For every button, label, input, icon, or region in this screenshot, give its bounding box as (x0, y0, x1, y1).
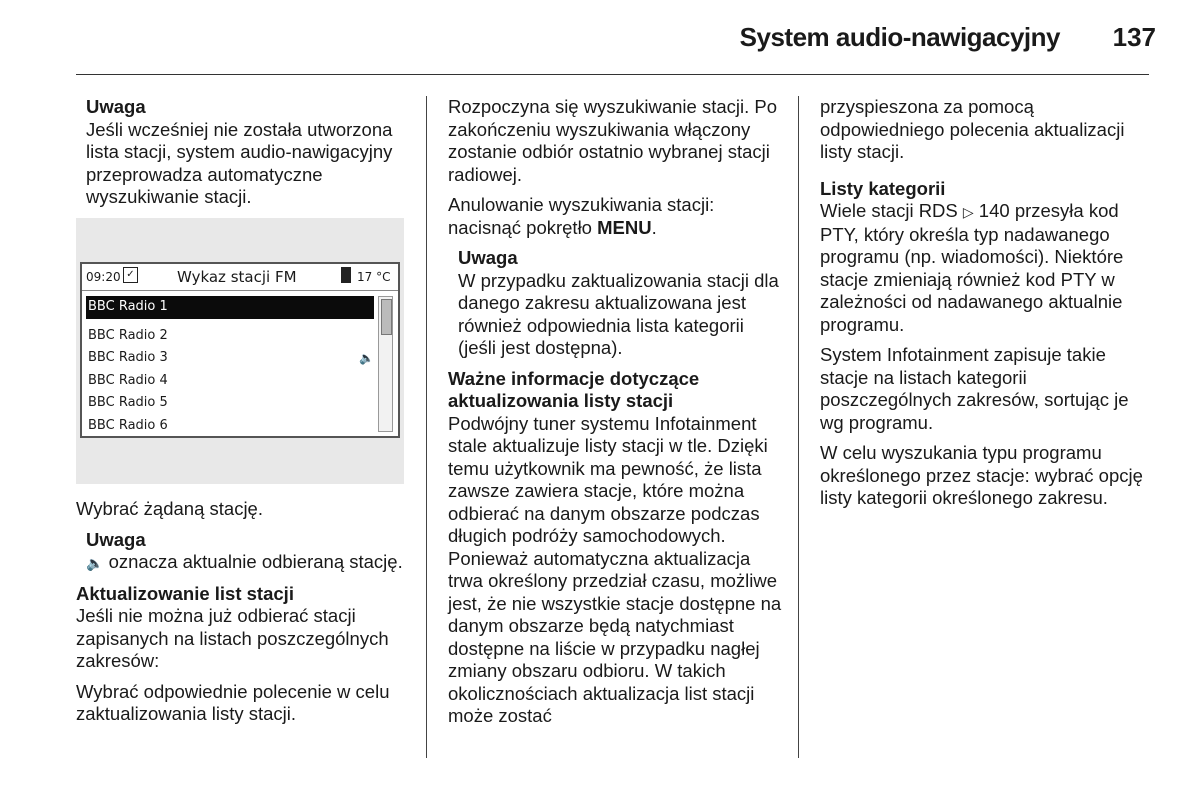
running-header-title: System audio-nawigacyjny (739, 22, 1060, 52)
note-label: Uwaga (86, 528, 146, 550)
note-label: Uwaga (86, 96, 146, 117)
paragraph: Anulowanie wyszukiwania stacji: nacisnąć pokrętło MENU. (448, 194, 715, 238)
note-text: 🔈 oznacza aktualnie odbieraną stację. (86, 551, 403, 572)
note-label: Uwaga (458, 247, 518, 268)
station-item[interactable]: BBC Radio 5 (88, 395, 168, 411)
thermometer-icon (341, 267, 351, 283)
speaker-icon: 🔈 (86, 555, 104, 571)
column-2 (448, 96, 783, 736)
paragraph: Rozpoczyna się wyszukiwanie stacji. Po zakończeniu wyszukiwania włączony zostanie odbiór ostatnio wybranej stacji radiowej. (448, 96, 778, 185)
radio-screen-image (76, 218, 404, 484)
paragraph: System Infotainment zapisuje takie stacje na listach kategorii poszczególnych zakresów, sortując je wg programu. (820, 344, 1129, 433)
column-3 (820, 96, 1155, 518)
column-divider-2 (798, 96, 799, 758)
menu-knob-label: MENU (597, 216, 652, 238)
cross-reference-arrow-icon: ▷ (962, 204, 974, 220)
paragraph: Wybrać odpowiednie polecenie w celu zaktualizowania listy stacji. (76, 680, 390, 724)
paragraph: Podwójny tuner systemu Infotainment stale aktualizuje listy stacji w tle. Dzięki temu użytkownik ma pewność, że lista zawsze zawiera stacje, które można odbierać na danym obszarze podczas długich podróży samochodowych. Ponieważ automatyczna aktualizacja trwa określony przedział czasu, możliwe jest, że nie wszystkie stacje dostępne na danym obszarze będą natychmiast dostępne na liście w przypadku nagłej zmiany obszaru odbioru. W takich okolicznościach aktualizacja list stacji może zostać (448, 412, 782, 726)
note-text: Jeśli wcześniej nie została utworzona lista stacji, system audio-nawigacyjny przeprowadza automatyczne wyszukiwanie stacji. (86, 118, 393, 207)
paragraph: Jeśli nie można już odbierać stacji zapisanych na listach poszczególnych zakresów: (76, 605, 389, 671)
temperature: 17 °C (357, 270, 391, 284)
page-number: 137 (1112, 22, 1156, 52)
screen-title: Wykaz stacji FM (177, 268, 297, 286)
column-divider-1 (426, 96, 427, 758)
station-item-selected[interactable]: BBC Radio 1 (86, 296, 374, 319)
note-text: W przypadku zaktualizowania stacji dla danego zakresu aktualizowana jest również odpowiednia lista kategorii (jeśli jest dostępna). (458, 269, 779, 358)
station-item[interactable] (86, 347, 374, 370)
section-heading: Listy kategorii (820, 177, 946, 199)
speaker-icon: 🔈 (359, 351, 374, 366)
screen-status-bar (82, 264, 398, 291)
section-heading: Ważne informacje dotyczące aktualizowania listy stacji (448, 367, 700, 411)
station-item[interactable]: BBC Radio 2 (88, 327, 168, 343)
station-list-screen (80, 262, 400, 438)
clock-icon: ✓ (123, 267, 138, 283)
station-item[interactable]: BBC Radio 4 (88, 372, 168, 388)
paragraph: Wiele stacji RDS ▷ 140 przesyła kod PTY, który określa typ nadawanego programu (np. wiadomości). Niektóre stacje zmieniają również kod PTY w zależności od nadawanego aktualnie programu. (820, 200, 1124, 335)
station-item[interactable]: BBC Radio 6 (88, 417, 168, 433)
section-heading: Aktualizowanie list stacji (76, 582, 294, 604)
note-box (458, 247, 783, 360)
paragraph: W celu wyszukania typu programu określonego przez stacje: wybrać opcję listy kategorii określonego zakresu. (820, 442, 1143, 508)
station-list (86, 296, 374, 438)
column-1-top (76, 96, 406, 217)
note-box (86, 529, 406, 575)
paragraph: przyspieszona za pomocą odpowiedniego polecenia aktualizacji listy stacji. (820, 96, 1125, 162)
paragraph: Wybrać żądaną stację. (76, 498, 263, 519)
note-box (86, 96, 406, 209)
scrollbar[interactable] (378, 296, 393, 432)
header-rule (76, 74, 1149, 75)
scrollbar-thumb[interactable] (381, 299, 392, 335)
column-1-bottom (76, 498, 406, 734)
station-label: BBC Radio 3 (88, 350, 168, 366)
clock-time: 09:20 (86, 270, 121, 284)
